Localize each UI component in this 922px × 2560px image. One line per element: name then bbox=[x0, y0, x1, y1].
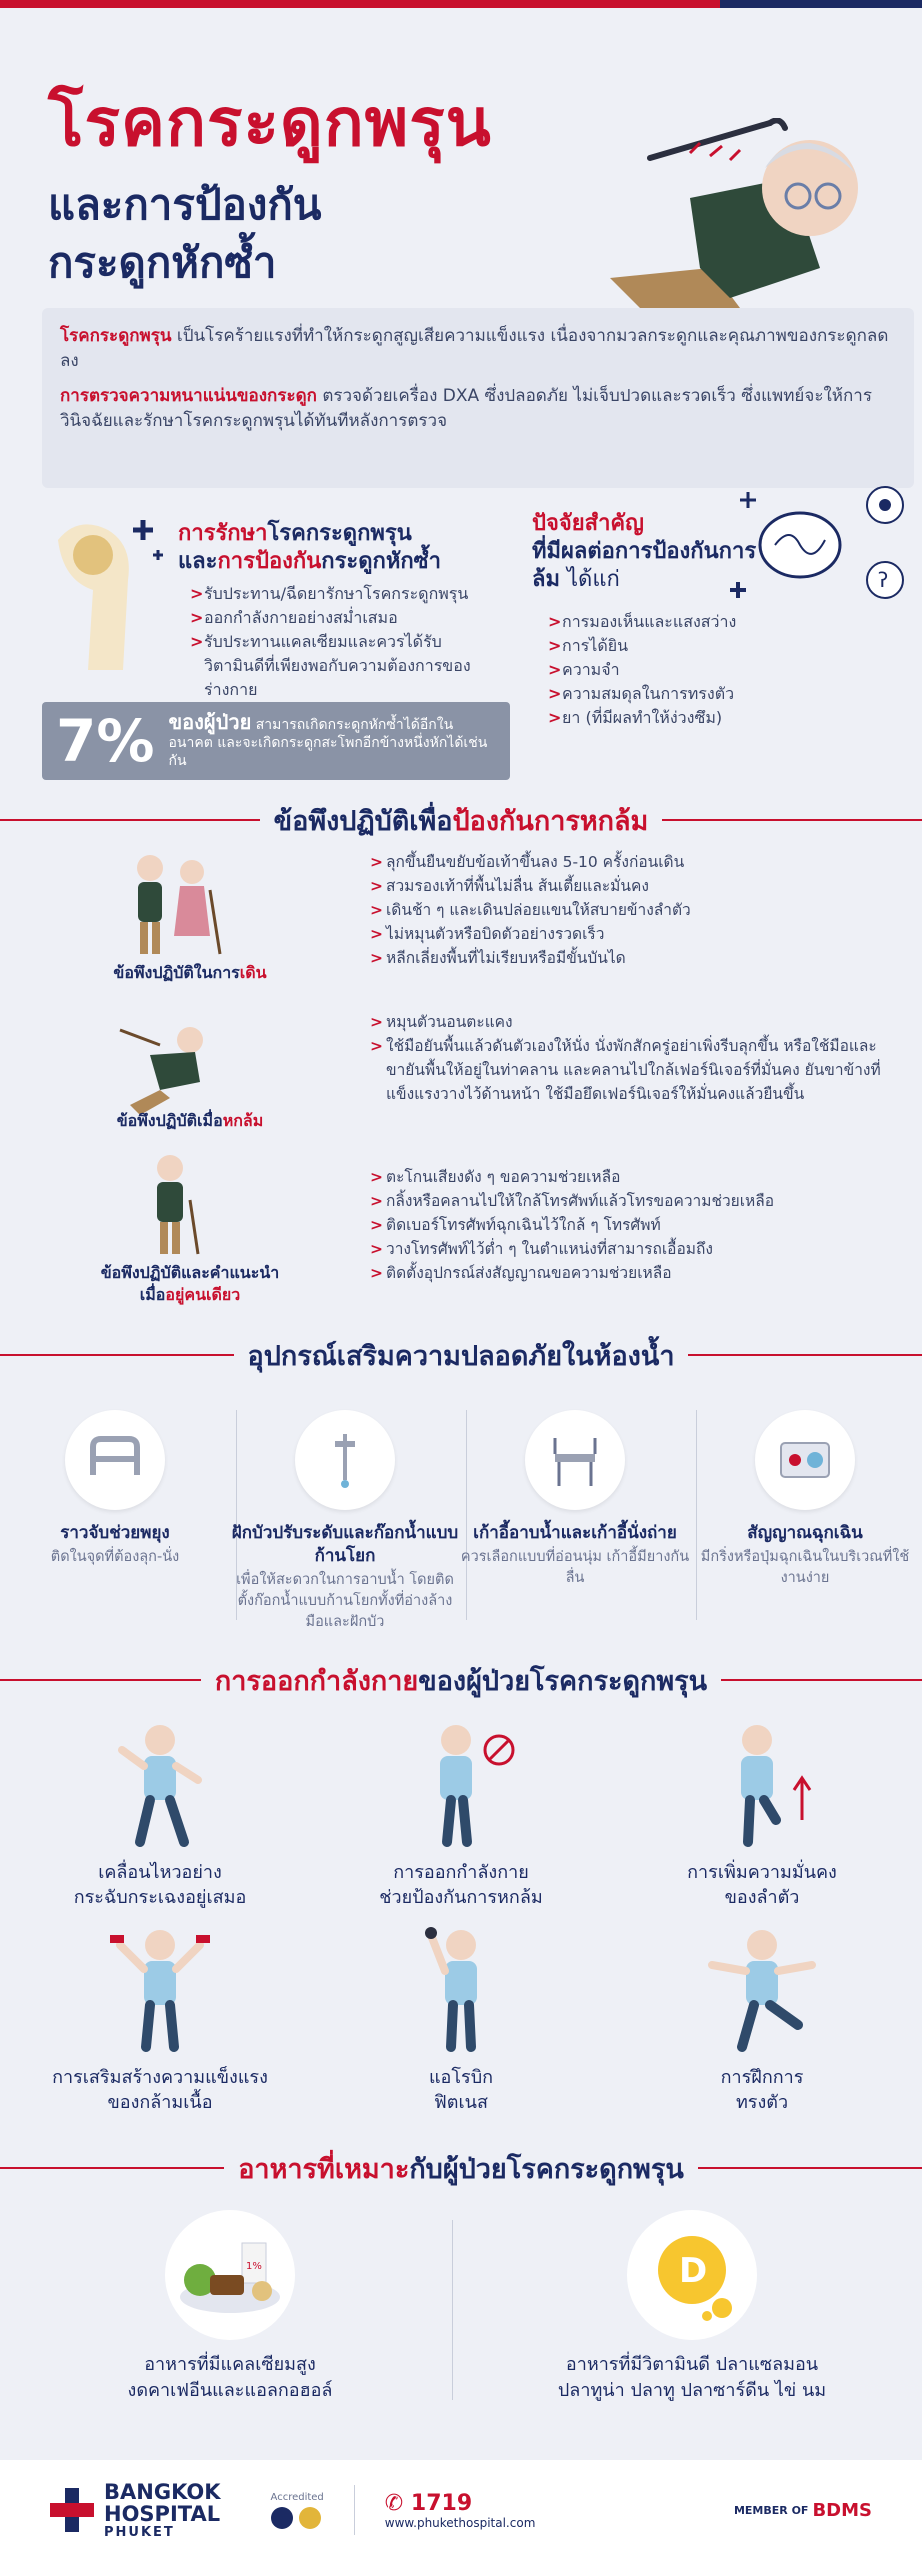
page-subtitle bbox=[48, 176, 321, 292]
accreditation-badge-icon bbox=[271, 2507, 293, 2529]
grab-bar-icon bbox=[85, 1435, 145, 1485]
vitamin-d-icon bbox=[637, 2220, 747, 2330]
list-item: > เดินช้า ๆ และเดินปล่อยแขนให้สบายข้างลำตัว bbox=[370, 898, 890, 922]
list-item: > หลีกเลี่ยงพื้นที่ไม่เรียบหรือมีขั้นบันได bbox=[370, 946, 890, 970]
food-item-vitamin-d: D อาหารที่มีวิตามินดี ปลาแซลมอน ปลาทูน่า ปลาทู ปลาซาร์ดีน ไข่ นม bbox=[472, 2210, 912, 2404]
intro-box bbox=[42, 308, 914, 488]
list-item: > รับประทานแคลเซียมและควรได้รับวิตามินดีที่เพียงพอกับความต้องการของร่างกาย bbox=[190, 630, 490, 702]
fallen-caption: ข้อพึงปฏิบัติเมื่อหกล้ม bbox=[116, 1111, 264, 1130]
bathroom-item-emergency: สัญญาณฉุกเฉิน มีกริ่งหรือปุ่มฉุกเฉินในบริเวณที่ใช้งานง่าย bbox=[690, 1410, 920, 1650]
list-item: > ไม่หมุนตัวหรือบิดตัวอย่างรวดเร็ว bbox=[370, 922, 890, 946]
walking-list bbox=[370, 850, 890, 970]
footer bbox=[0, 2460, 922, 2560]
alone-caption: ข้อพึงปฏิบัติและคำแนะนำ เมื่ออยู่คนเดียว bbox=[100, 1263, 280, 1304]
subtitle-line-2: กระดูกหักซ้ำ bbox=[48, 238, 277, 287]
treatment-factors-section bbox=[0, 500, 922, 790]
accreditation-badge-icon bbox=[299, 2507, 321, 2529]
bathroom-item-grab-bar: ราวจับช่วยพยุง ติดในจุดที่ต้องลุก-นั่ง bbox=[0, 1410, 230, 1650]
elderly-aerobic-icon bbox=[401, 1925, 521, 2055]
exercise-item: การฝึกการ ทรงตัว bbox=[612, 1925, 912, 2115]
hospital-logo[interactable]: BANGKOK HOSPITAL PHUKET bbox=[50, 2481, 221, 2540]
stat-percent: 7% bbox=[56, 707, 155, 775]
shower-icon bbox=[315, 1430, 375, 1490]
website-link[interactable]: www.phukethospital.com bbox=[384, 2515, 536, 2530]
exercise-item: แอโรบิก ฟิตเนส bbox=[311, 1925, 611, 2115]
list-item: > ติดตั้งอุปกรณ์ส่งสัญญาณขอความช่วยเหลือ bbox=[370, 1261, 890, 1285]
list-item: > ยา (ที่มีผลทำให้ง่วงซึม) bbox=[548, 706, 808, 730]
list-item: > วางโทรศัพท์ไว้ต่ำ ๆ ในตำแหน่งที่สามารถเอื้อมถึง bbox=[370, 1237, 890, 1261]
list-item: > ตะโกนเสียงดัง ๆ ขอความช่วยเหลือ bbox=[370, 1165, 890, 1189]
bone-icon bbox=[48, 510, 168, 680]
subtitle-line-1: และการป้องกัน bbox=[48, 180, 322, 229]
hospital-cross-icon bbox=[50, 2488, 94, 2532]
elderly-exercise-icon bbox=[702, 1720, 822, 1850]
elderly-dumbbell-icon bbox=[100, 1925, 220, 2055]
list-item: > กลิ้งหรือคลานไปให้ใกล้โทรศัพท์แล้วโทรขอความช่วยเหลือ bbox=[370, 1189, 890, 1213]
phone-icon: ✆ bbox=[384, 2490, 411, 2516]
list-item: > ติดเบอร์โทรศัพท์ฉุกเฉินไว้ใกล้ ๆ โทรศัพท์ bbox=[370, 1213, 890, 1237]
exercise-item: เคลื่อนไหวอย่าง กระฉับกระเฉงอยู่เสมอ bbox=[10, 1720, 310, 1910]
list-item: > ลุกขึ้นยืนขยับข้อเท้าขึ้นลง 5-10 ครั้งก่อนเดิน bbox=[370, 850, 890, 874]
svg-text:ʔ: ʔ bbox=[878, 568, 889, 592]
top-color-bar bbox=[0, 0, 922, 8]
phone-number[interactable]: ✆ 1719 bbox=[384, 2490, 473, 2516]
treatment-list bbox=[190, 582, 490, 702]
page-title: โรคกระดูกพรุน bbox=[48, 84, 492, 161]
list-item: > ออกกำลังกายอย่างสม่ำเสมอ bbox=[190, 606, 490, 630]
exercise-item: การเพิ่มความมั่นคง ของลำตัว bbox=[612, 1720, 912, 1910]
list-item: > ความจำ bbox=[548, 658, 808, 682]
elderly-balance-icon bbox=[702, 1925, 822, 2055]
exercise-item: การออกกำลังกาย ช่วยป้องกันการหกล้ม bbox=[311, 1720, 611, 1910]
list-item: > การมองเห็นและแสงสว่าง bbox=[548, 610, 808, 634]
list-item: > การได้ยิน bbox=[548, 634, 808, 658]
stat-text: ของผู้ป่วย สามารถเกิดกระดูกหักซ้ำได้อีกในอนาคต และจะเกิดกระดูกสะโพกอีกข้างหนึ่งหักได้เช่นกัน bbox=[168, 709, 488, 769]
elderly-exercise-icon bbox=[401, 1720, 521, 1850]
food-heading: อาหารที่เหมาะกับผู้ป่วยโรคกระดูกพรุน bbox=[0, 2148, 922, 2188]
elderly-exercise-icon bbox=[100, 1720, 220, 1850]
list-item: > สวมรองเท้าที่พื้นไม่ลื่น ส้นเตี้ยและมั่นคง bbox=[370, 874, 890, 898]
stat-box bbox=[42, 702, 510, 780]
food-item-calcium: 1% อาหารที่มีแคลเซียมสูง งดคาเฟอีนและแอลกอฮอล์ bbox=[10, 2210, 450, 2404]
list-item: > ใช้มือยันพื้นแล้วดันตัวเองให้นั่ง นั่งพักสักครู่อย่าเพิ่งรีบลุกขึ้น หรือใช้มือและขายันพื้นให้อยู่ในท่าคลาน และคลานไปใกล้เฟอร์นิเจอร์ที่มั่นคง ยันขาข้างที่แข็งแรงวางไว้ด้านหน้า ใช้มือยึดเฟอร์นิเจอร์ให้มั่นคงแล้วยืนขึ้น bbox=[370, 1034, 890, 1106]
list-item: > ความสมดุลในการทรงตัว bbox=[548, 682, 808, 706]
member-of-bdms: MEMBER OF BDMS bbox=[733, 2499, 872, 2521]
list-item: > หมุนตัวนอนตะแคง bbox=[370, 1010, 890, 1034]
walking-caption: ข้อพึงปฏิบัติในการเดิน bbox=[113, 963, 267, 982]
bathroom-item-chair: เก้าอี้อาบน้ำและเก้าอี้นั่งถ่าย ควรเลือกแบบที่อ่อนนุ่ม เก้าอี้มียางกันลื่น bbox=[460, 1410, 690, 1650]
exercise-heading: การออกกำลังกายของผู้ป่วยโรคกระดูกพรุน bbox=[0, 1660, 922, 1700]
emergency-button-icon bbox=[775, 1435, 835, 1485]
bathroom-item-shower: ฝักบัวปรับระดับและก๊อกน้ำแบบก้านโยก เพื่อให้สะดวกในการอาบน้ำ โดยติดตั้งก๊อกน้ำแบบก้านโยกทั้งที่อ่างล้างมือและฝักบัว bbox=[230, 1410, 460, 1650]
vitamin-letter: D bbox=[679, 2251, 708, 2291]
milk-label: 1% bbox=[246, 2261, 262, 2272]
intro-paragraph-2: การตรวจความหนาแน่นของกระดูก ตรวจด้วยเครื่อง DXA ซึ่งปลอดภัย ไม่เจ็บปวดและรวดเร็ว ซึ่งแพทย์จะให้การวินิจฉัยและรักษาโรคกระดูกพรุนได้ทันทีหลังการตรวจ bbox=[60, 386, 872, 431]
shower-chair-icon bbox=[545, 1430, 605, 1490]
elderly-couple-walking-icon bbox=[110, 850, 230, 960]
intro-paragraph-1: โรคกระดูกพรุน เป็นโรคร้ายแรงที่ทำให้กระดูกสูญเสียความแข็งแรง เนื่องจากมวลกระดูกและคุณภาพของกระดูกลดลง bbox=[60, 326, 889, 371]
elderly-falling-icon bbox=[110, 1010, 230, 1120]
bathroom-heading: อุปกรณ์เสริมความปลอดภัยในห้องน้ำ bbox=[0, 1335, 922, 1375]
exercise-item: การเสริมสร้างความแข็งแรง ของกล้ามเนื้อ bbox=[10, 1925, 310, 2115]
calcium-food-icon bbox=[170, 2225, 290, 2325]
list-item: > รับประทาน/ฉีดยารักษาโรคกระดูกพรุน bbox=[190, 582, 490, 606]
hero-section bbox=[0, 8, 922, 508]
prevention-heading: ข้อพึงปฏิบัติเพื่อป้องกันการหกล้ม bbox=[0, 800, 922, 840]
contact bbox=[385, 2491, 536, 2530]
factors-title: ปัจจัยสำคัญ ที่มีผลต่อการป้องกันการล้ม ได้แก่ bbox=[532, 511, 757, 592]
accreditation: Accredited bbox=[271, 2492, 324, 2529]
elderly-man-cane-icon bbox=[110, 1150, 230, 1260]
bathroom-section bbox=[0, 1410, 922, 1650]
treatment-title: การรักษาโรคกระดูกพรุน และการป้องกันกระดูกหักซ้ำ bbox=[178, 521, 441, 574]
fallen-list bbox=[370, 1010, 890, 1106]
alone-list bbox=[370, 1165, 890, 1285]
food-section bbox=[0, 2210, 922, 2410]
factors-list bbox=[548, 610, 808, 730]
